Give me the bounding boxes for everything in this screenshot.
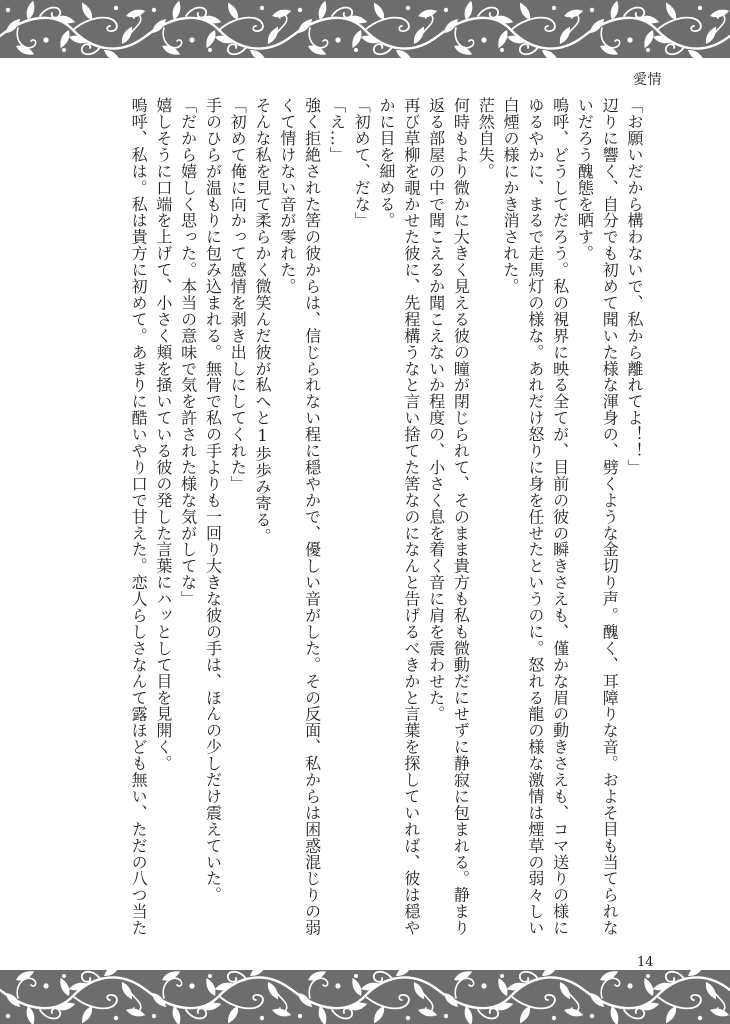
text-line: 茫然自失。 (476, 97, 496, 180)
text-line: 嬉しそうに口端を上げて、小さく頬を掻いている彼の発した言葉にハッとして目を見開く。 (153, 97, 173, 772)
top-ornament-band (0, 0, 730, 58)
text-line: 「だから嬉しく思った。本当の意味で気を許された様な気がしてな」 (178, 97, 198, 607)
text-line: そんな私を見て柔らかく微笑んだ彼が私へと1歩歩み寄る。 (253, 97, 273, 545)
text-line: 「初めて俺に向かって感情を剥き出しにしてくれた」 (228, 97, 248, 492)
text-line: 手のひらが温もりに包み込まれる。無骨で私の手よりも一回り大きな彼の手は、ほんの少しだけ震えていた。 (203, 97, 223, 904)
text-line: 「え…」 (327, 97, 347, 163)
text-line: かに目を細める。 (377, 97, 397, 229)
text-line: いだろう醜態を晒す。 (575, 97, 595, 262)
text-line: 「お願いだから構わないで、私から離れてよ！！」 (625, 97, 644, 476)
page-number: 14 (637, 955, 654, 970)
text-line: 嗚呼、どうしてだろう。私の視界に映る全てが、目前の彼の瞬きさえも、僅かな眉の動きさえも、コマ送りの様に (550, 97, 570, 936)
text-line: ゆるやかに、まるで走馬灯の様な。あれだけ怒りに身を任せたというのに。怒れる龍の様な激情は煙草の弱々しい (525, 97, 545, 936)
running-header: 愛情 (633, 72, 662, 88)
text-line: 何時もより微かに大きく見える彼の瞳が閉じられて、そのまま貴方も私も微動だにせずに静寂に包まれる。静まり (451, 97, 471, 936)
top-vine-ornament (0, 0, 730, 58)
text-line: 嗚呼、私は。私は貴方に初めて。あまりに酷いやり口で甘えた。恋人らしさなんて露ほども無い、ただの八つ当た (129, 97, 149, 936)
text-line: 辺りに響く、自分でも初めて聞いた様な渾身の、劈くような金切り声。醜く、耳障りな音。およそ目も当てられな (600, 97, 620, 936)
text-line: くて情けない音が零れた。 (277, 97, 297, 295)
text-line: 返る部屋の中で聞こえるか聞こえないか程度の、小さく息を着く音に肩を震わせた。 (426, 97, 446, 723)
body-text (125, 97, 646, 942)
text-line: 強く拒絶された筈の彼からは、信じられない程に穏やかで、優しい音がした。その反面、私からは困惑混じりの弱 (302, 97, 322, 936)
text-line: 「初めて、だな」 (352, 97, 372, 229)
text-line: 白煙の様にかき消された。 (501, 97, 521, 295)
bottom-vine-ornament (0, 970, 730, 1024)
bottom-ornament-band (0, 970, 730, 1024)
text-line: 再び草柳を覗かせた彼に、先程構うなと言い捨てた筈なのになんと告げるべきかと言葉を探していれば、彼は穏や (401, 97, 421, 936)
